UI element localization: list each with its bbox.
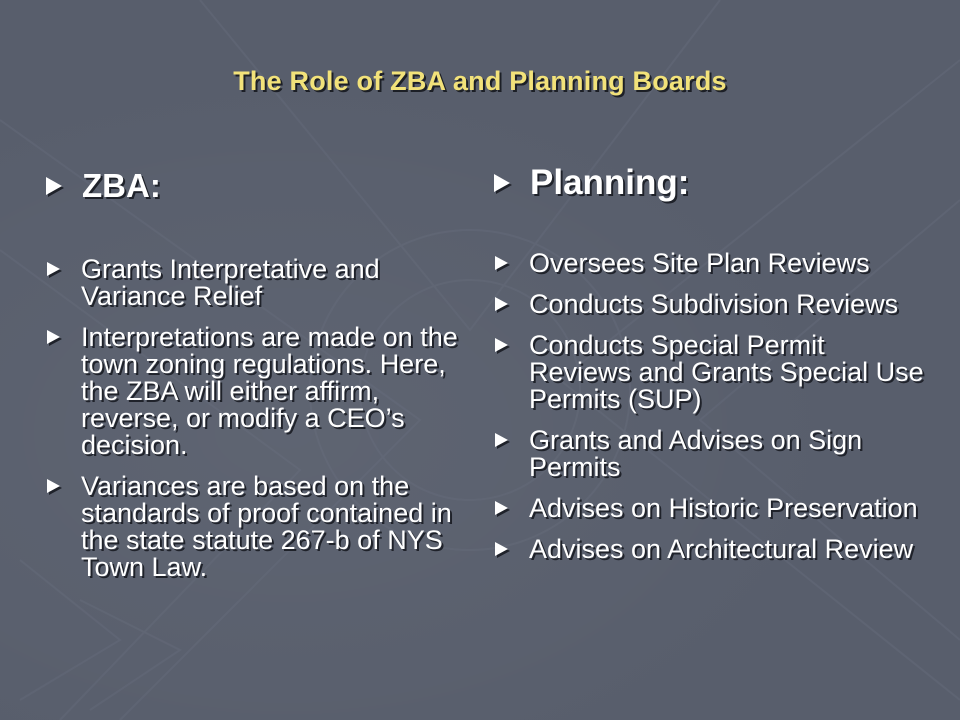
list-item-text: Advises on Historic Preservation [529, 493, 918, 523]
zba-heading [46, 166, 466, 206]
planning-heading-text: Planning: [530, 163, 690, 202]
list-item [494, 495, 934, 522]
list-item [494, 250, 934, 277]
list-item [494, 291, 934, 318]
triangle-arrow-right-icon [47, 330, 60, 344]
zba-column [46, 166, 466, 595]
list-item-text: Advises on Architectural Review [529, 534, 914, 564]
triangle-arrow-right-icon [495, 256, 508, 270]
list-item [494, 536, 934, 563]
triangle-arrow-right-icon [47, 479, 60, 493]
planning-column [494, 163, 934, 577]
list-item-text: Conducts Special Permit Reviews and Grants Special Use Permits (SUP) [529, 330, 924, 414]
triangle-arrow-right-icon [495, 542, 508, 556]
list-item [46, 256, 466, 310]
list-item-text: Interpretations are made on the town zoning regulations. Here, the ZBA will either affirm, reverse, or modify a CEO’s decision. [81, 322, 458, 460]
list-item-text: Grants Interpretative and Variance Relief [81, 254, 380, 311]
list-item-text: Variances are based on the standards of proof contained in the state statute 267-b of NYS Town Law. [81, 471, 452, 582]
triangle-arrow-right-icon [495, 501, 508, 515]
list-item-text: Grants and Advises on Sign Permits [529, 425, 863, 482]
zba-heading-text: ZBA: [82, 167, 161, 204]
list-item [494, 332, 934, 413]
list-item-text: Conducts Subdivision Reviews [529, 289, 899, 319]
list-item [46, 473, 466, 581]
list-item [494, 427, 934, 481]
slide-title: The Role of ZBA and Planning Boards [233, 66, 727, 96]
triangle-arrow-right-icon [495, 338, 508, 352]
planning-bullet-list [494, 250, 934, 563]
triangle-arrow-right-icon [495, 297, 508, 311]
triangle-arrow-right-icon [46, 177, 62, 195]
triangle-arrow-right-icon [495, 433, 508, 447]
planning-heading [494, 163, 934, 203]
list-item-text: Oversees Site Plan Reviews [529, 248, 870, 278]
triangle-arrow-right-icon [494, 174, 510, 192]
zba-bullet-list [46, 256, 466, 581]
list-item [46, 324, 466, 459]
triangle-arrow-right-icon [47, 262, 60, 276]
